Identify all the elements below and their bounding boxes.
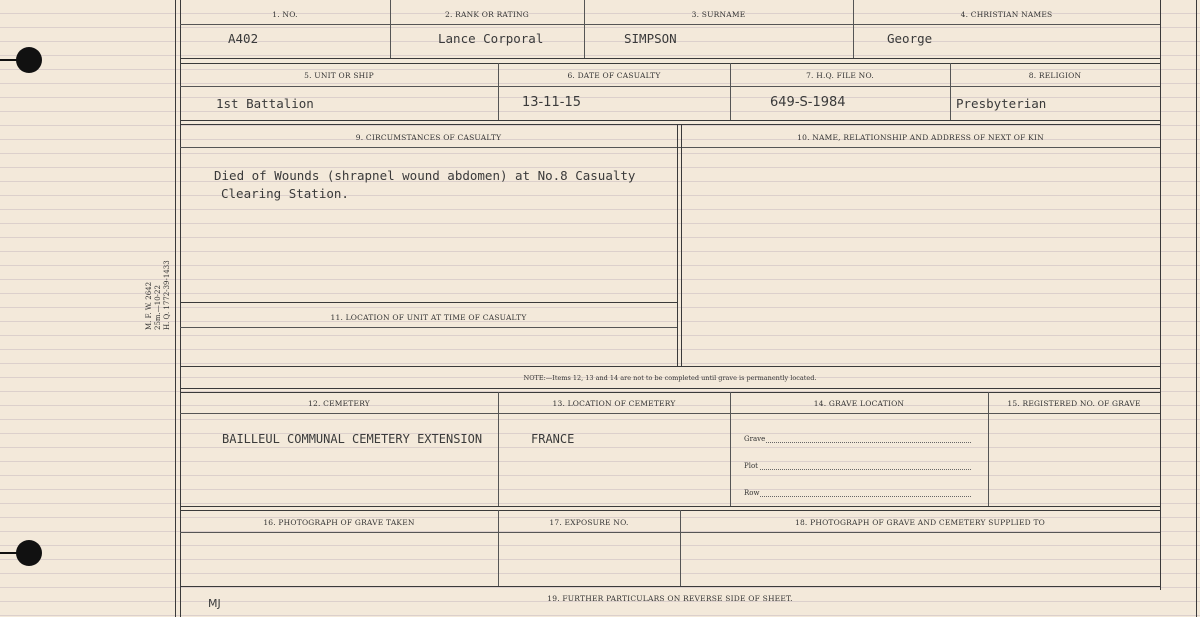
value-religion: Presbyterian xyxy=(956,96,1047,111)
label-circumstances: 9. CIRCUMSTANCES OF CASUALTY xyxy=(355,133,502,142)
clerk-initials: MJ xyxy=(208,597,221,610)
grave-field-label: Grave xyxy=(744,435,766,443)
label-date: 6. DATE OF CASUALTY xyxy=(567,71,661,80)
row1-divider-1 xyxy=(390,0,391,58)
cemetery-divider-3 xyxy=(988,392,989,506)
label-further-particulars: 19. FURTHER PARTICULARS ON REVERSE SIDE OF SHEET. xyxy=(547,594,793,603)
form-ref-line-1: M. F. W. 2642 xyxy=(145,281,153,330)
form-ref-line-2: 25m.—10-22 xyxy=(154,285,162,330)
circumstances-header-rule xyxy=(180,147,1160,148)
value-cemetery-location: FRANCE xyxy=(531,432,575,446)
row2-bottom-rule xyxy=(180,120,1160,121)
label-cemetery: 12. CEMETERY xyxy=(308,399,370,408)
plot-field-label: Plot xyxy=(744,462,758,470)
row4-top-rule-2 xyxy=(180,392,1160,393)
circumstances-divider xyxy=(677,124,678,366)
cemetery-divider-1 xyxy=(498,392,499,506)
binder-peg-bottom xyxy=(0,552,18,554)
row5-header-rule xyxy=(180,532,1160,533)
label-location-cemetery: 13. LOCATION OF CEMETERY xyxy=(552,399,676,408)
value-rank: Lance Corporal xyxy=(438,31,544,46)
value-number: A402 xyxy=(228,31,259,46)
row-field-label: Row xyxy=(744,489,760,497)
note-top-rule xyxy=(180,366,1160,367)
value-christian-names: George xyxy=(887,31,933,46)
label-unit: 5. UNIT OR SHIP xyxy=(304,71,374,80)
label-surname: 3. SURNAME xyxy=(691,10,746,19)
left-border xyxy=(175,0,176,617)
circumstances-line-1: Died of Wounds (shrapnel wound abdomen) at No.8 Casualty xyxy=(214,168,636,183)
label-christian-names: 4. CHRISTIAN NAMES xyxy=(960,10,1053,19)
row1-header-rule xyxy=(180,24,1160,25)
circumstances-line-2: Clearing Station. xyxy=(221,186,349,201)
row1-divider-2 xyxy=(584,0,585,58)
label-photo-taken: 16. PHOTOGRAPH OF GRAVE TAKEN xyxy=(263,518,415,527)
label-registered-no: 15. REGISTERED NO. OF GRAVE xyxy=(1007,399,1141,408)
cemetery-divider-2 xyxy=(730,392,731,506)
label-grave-location: 14. GRAVE LOCATION xyxy=(813,399,905,408)
binder-hole-bottom xyxy=(16,540,42,566)
value-date: 13-11-15 xyxy=(522,95,582,110)
label-no: 1. NO. xyxy=(272,10,298,19)
label-location-unit: 11. LOCATION OF UNIT AT TIME OF CASUALTY xyxy=(330,313,527,322)
location-unit-header-rule xyxy=(180,327,677,328)
row5-top-rule-2 xyxy=(180,510,1160,511)
label-rank: 2. RANK OR RATING xyxy=(445,10,529,19)
note-text: NOTE:—Items 12, 13 and 14 are not to be completed until grave is permanently located. xyxy=(523,374,817,382)
right-border xyxy=(1160,0,1161,590)
row1-bottom-rule xyxy=(180,58,1160,59)
row2-header-rule xyxy=(180,86,1160,87)
label-religion: 8. RELIGION xyxy=(1028,71,1082,80)
value-surname: SIMPSON xyxy=(624,31,677,46)
form-reference xyxy=(145,260,172,330)
label-photo-supplied: 18. PHOTOGRAPH OF GRAVE AND CEMETERY SUPPLIED TO xyxy=(794,518,1045,527)
binder-hole-top xyxy=(16,47,42,73)
label-file-no: 7. H.Q. FILE NO. xyxy=(806,71,874,80)
row-field-line xyxy=(760,496,971,497)
value-file-no: 649-S-1984 xyxy=(770,95,846,110)
grave-field-line xyxy=(766,442,971,443)
binder-peg-top xyxy=(0,59,18,61)
row2-top-rule xyxy=(180,63,1160,64)
right-edge xyxy=(1196,0,1197,617)
location-unit-top-rule xyxy=(180,302,677,303)
value-cemetery: BAILLEUL COMMUNAL CEMETERY EXTENSION xyxy=(222,432,483,446)
label-next-of-kin: 10. NAME, RELATIONSHIP AND ADDRESS OF NEXT OF KIN xyxy=(797,133,1044,142)
circumstances-divider-2 xyxy=(681,124,682,366)
plot-field-line xyxy=(760,469,971,470)
row3-top-rule xyxy=(180,124,1160,125)
label-exposure-no: 17. EXPOSURE NO. xyxy=(549,518,629,527)
value-unit: 1st Battalion xyxy=(216,96,314,111)
row4-top-rule xyxy=(180,388,1160,389)
form-ref-line-3: H. Q. 1772-39-1433 xyxy=(163,260,171,330)
footer-top-rule xyxy=(180,586,1160,587)
row1-divider-3 xyxy=(853,0,854,58)
cemetery-header-rule xyxy=(180,413,1160,414)
row5-top-rule xyxy=(180,506,1160,507)
